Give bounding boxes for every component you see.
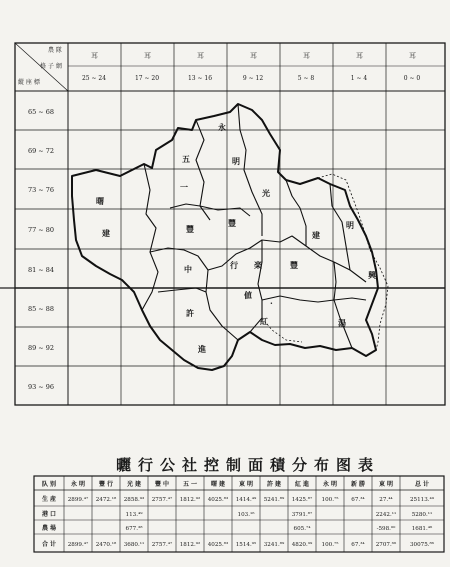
column-range: 25 ~ 24 <box>81 75 107 82</box>
table-cell: 3680.¹¹ <box>123 542 145 548</box>
corner-label-top: 農 隊 <box>48 47 62 54</box>
table-cell: 2899.⁴⁷ <box>67 542 89 548</box>
column-label: 耳 <box>197 52 204 60</box>
row-headers <box>28 108 54 391</box>
map-label-hong: 紅 <box>260 316 268 326</box>
table-header: 許 建 <box>266 481 282 488</box>
table-cell: 3241.⁸⁹ <box>263 542 285 548</box>
map-label-le: 楽 <box>254 260 262 270</box>
table-header-row <box>42 480 429 488</box>
map-label-tang: 湯 <box>338 318 346 328</box>
row-range: 85 ~ 88 <box>27 305 55 313</box>
southern-dashed-boundary <box>262 318 302 342</box>
row-range: 77 ~ 80 <box>27 226 55 234</box>
map-label-jin: 進 <box>198 344 206 354</box>
row-range: 65 ~ 68 <box>27 108 55 116</box>
table-cell: 2242.¹¹ <box>375 512 397 518</box>
table-header: 豐 行 <box>98 481 114 488</box>
table-cell: 2757.⁴⁷ <box>151 497 173 503</box>
table-cell: 103.¹⁶ <box>237 512 255 518</box>
table-header: 紅 進 <box>294 481 310 488</box>
table-cell: 67.³⁴ <box>351 497 365 503</box>
commune-boundary <box>72 104 378 370</box>
internal-boundary <box>150 248 238 340</box>
internal-boundary <box>238 104 262 236</box>
table-cell: 67.³⁴ <box>351 542 365 548</box>
map-grid <box>0 43 445 405</box>
map-label-xu: 許 <box>186 308 194 318</box>
table-cell: 113.⁴⁹ <box>125 512 143 518</box>
corner-label-mid: 格 子 網 <box>40 63 62 70</box>
row-range: 93 ~ 96 <box>27 383 55 391</box>
column-headers <box>82 52 420 82</box>
table-row-label: 農 場 <box>41 525 57 532</box>
table-header: 总 计 <box>414 481 430 488</box>
map-label-feng-3: 豐 <box>290 260 298 270</box>
table-cell: 30075.⁸⁶ <box>409 542 435 548</box>
eastern-dashed-boundary <box>318 174 388 350</box>
map-label-feng: 豐 <box>186 224 194 234</box>
map-label-marker: · <box>270 298 273 308</box>
column-label: 耳 <box>91 52 98 60</box>
table-header: 永 明 <box>70 481 86 488</box>
map-label-jian-west: 建 <box>102 228 110 238</box>
column-range: 9 ~ 12 <box>242 75 264 82</box>
table-cell: 1812.⁹² <box>179 497 201 503</box>
table-cell: 27.⁴⁴ <box>379 497 393 503</box>
map-label-yi: 一 <box>180 182 188 192</box>
table-cell: 605.⁷⁴ <box>293 526 311 532</box>
commune-map <box>72 104 388 370</box>
corner-label-bottom: 縱 座 標 <box>18 79 40 86</box>
internal-boundary <box>262 296 366 302</box>
table-cell: 2707.⁶⁶ <box>375 542 397 548</box>
table-cell: 2899.⁴⁷ <box>67 497 89 503</box>
row-range: 81 ~ 84 <box>27 266 55 274</box>
table-row-label: 生 産 <box>41 496 57 503</box>
table-cell: 1414.⁴⁹ <box>235 497 257 503</box>
table-cell: 25113.⁴⁹ <box>409 497 435 503</box>
map-label-shu: 曙 <box>96 196 104 206</box>
table-header: 队 别 <box>41 481 57 488</box>
column-range: 5 ~ 8 <box>297 75 315 82</box>
map-label-feng-2: 豐 <box>228 218 236 228</box>
table-header: 東 明 <box>378 481 394 488</box>
table-cell: 100.⁷⁵ <box>321 542 339 548</box>
column-range: 17 ~ 20 <box>134 75 160 82</box>
table-header: 新 勝 <box>350 481 366 488</box>
table-header: 光 建 <box>126 481 142 488</box>
map-label-jian-east: 建 <box>312 230 320 240</box>
map-label-yong: 永 <box>218 122 226 132</box>
column-label: 耳 <box>356 52 363 60</box>
table-header: 五 一 <box>182 481 198 488</box>
table-cell: 677.³⁸ <box>125 526 143 532</box>
table-cell: 2757.⁴⁷ <box>151 542 173 548</box>
table-title: 曬行公社控制面積分布图表 <box>115 456 381 474</box>
map-label-xing: 行 <box>230 260 238 270</box>
table-cell: 4025.⁸³ <box>207 542 229 548</box>
map-label-wu: 五 <box>182 154 190 164</box>
table-cell: 5280.¹¹ <box>411 512 433 518</box>
map-label-zhi: 値 <box>244 290 252 300</box>
table-row-label: 合 计 <box>41 541 57 548</box>
map-label-ming: 明 <box>232 156 240 166</box>
map-label-ming-2: 明 <box>346 220 354 230</box>
internal-boundary <box>334 262 352 348</box>
map-labels <box>96 122 377 354</box>
row-range: 69 ~ 72 <box>27 147 55 155</box>
table-cell: 1812.⁹² <box>179 542 201 548</box>
table-cell: 5241.⁸⁹ <box>263 497 285 503</box>
internal-boundary <box>208 236 366 282</box>
internal-boundary <box>196 120 210 220</box>
column-range: 13 ~ 16 <box>187 75 213 82</box>
column-label: 耳 <box>409 52 416 60</box>
column-range: 0 ~ 0 <box>403 75 421 82</box>
table-cell: 2472.¹⁸ <box>95 497 117 503</box>
table-header: 永 明 <box>322 481 338 488</box>
table-header: 豐 中 <box>154 481 170 488</box>
table-cell: 100.⁷⁵ <box>321 497 339 503</box>
table-row-label: 港 口 <box>41 511 57 518</box>
row-range: 73 ~ 76 <box>27 186 55 194</box>
table-cell: 4025.⁸³ <box>207 497 229 503</box>
internal-boundary <box>286 180 306 246</box>
row-range: 89 ~ 92 <box>27 344 55 352</box>
internal-boundary <box>170 204 250 216</box>
column-label: 耳 <box>144 52 151 60</box>
table-cell: 2858.⁹³ <box>123 497 145 503</box>
table-cell: 4820.³⁹ <box>291 542 313 548</box>
column-label: 耳 <box>250 52 257 60</box>
table-cell: 1425.⁸⁷ <box>291 497 313 503</box>
table-cell: 2470.¹⁸ <box>95 542 117 548</box>
table-cell: -598.⁰⁰ <box>376 526 396 532</box>
map-label-guang: 光 <box>262 188 270 198</box>
table-body <box>42 495 435 548</box>
table-cell: 1514.⁹⁵ <box>235 542 257 548</box>
table-header: 曙 建 <box>210 481 226 488</box>
map-label-zhong: 中 <box>184 264 192 274</box>
column-range: 1 ~ 4 <box>350 75 368 82</box>
column-label: 耳 <box>303 52 310 60</box>
map-label-xing-2: 興 <box>368 270 376 280</box>
table-cell: 1681.⁴⁶ <box>411 526 433 532</box>
table-cell: 3791.⁸⁷ <box>291 512 313 518</box>
table-header: 東 明 <box>238 481 254 488</box>
